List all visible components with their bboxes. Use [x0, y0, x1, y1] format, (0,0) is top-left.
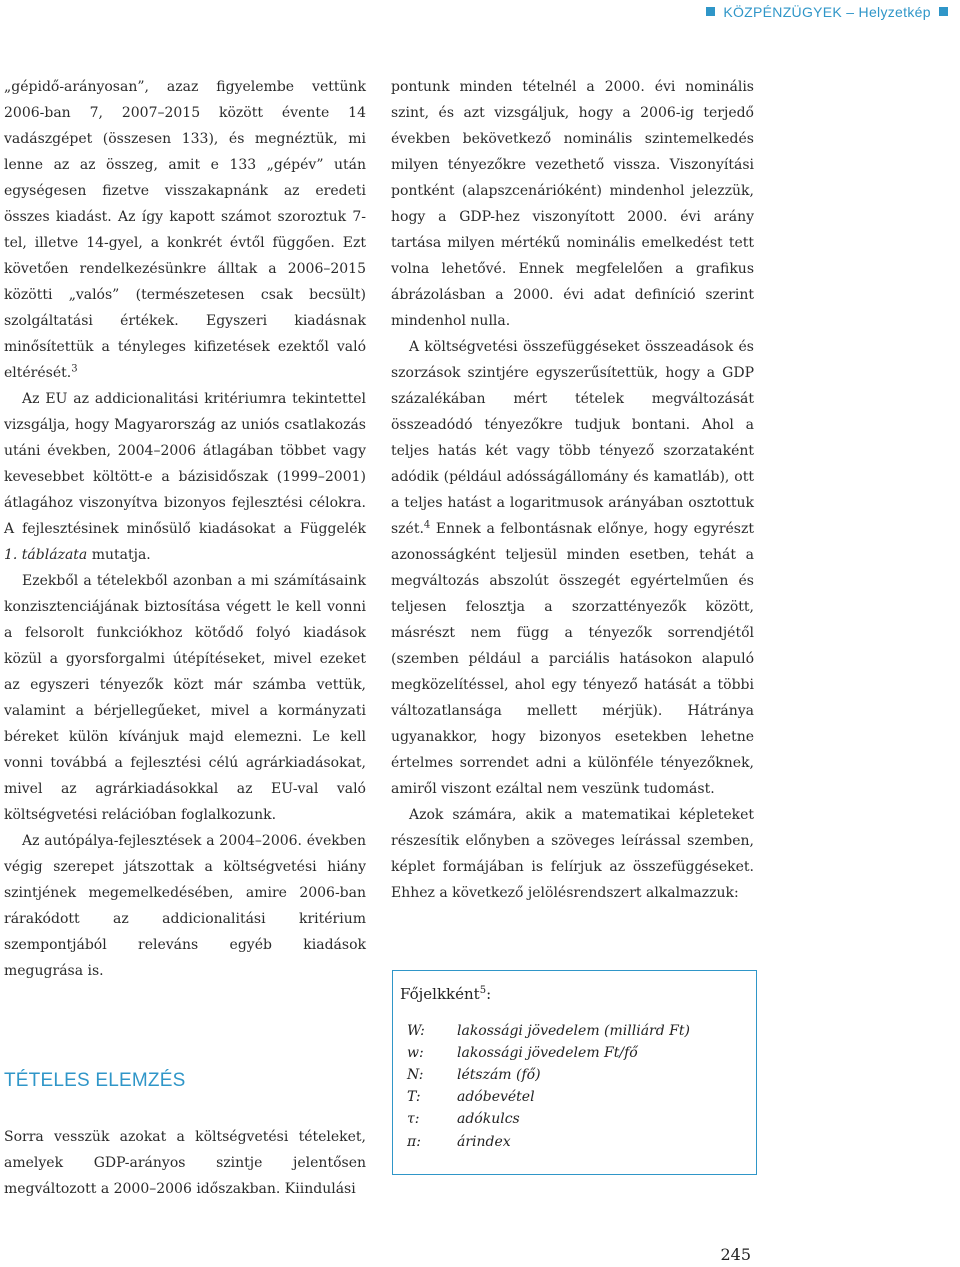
notation-row: w: lakossági jövedelem Ft/fő [407, 1045, 638, 1061]
notation-title: Főjelkként$^5$: [400, 985, 492, 1003]
notation-row: T: adóbevétel [407, 1089, 535, 1105]
paragraph: „gépidő-arányosan”, azaz figyelembe vettünk 2006-ban 7, 2007–2015 között évente 14 vadászgépet (összesen 133), és megnéztük, mi lenne az az összeg, amit e 133 „gépév” után egységesen fizetve visszakapnánk az eredeti összes kiadást. Az így kapott számot szoroztuk 7-tel, illetve 14-gyel, a konkrét évtől függően. Ezt követően rendelkezésünkre álltak a 2006–2015 közötti „valós” (természetesen csak becsült) szolgáltatási értékek. Egyszeri kiadásnak minősítettük a tényleges kifizetések ezektől való eltérését.$^3$ [4, 79, 366, 381]
paragraph: Az autópálya-fejlesztések a 2004–2006. években végig szerepet játszottak a költségvetési hiány szintjének megemelkedésében, amire 2006-ban rárakódott az addicionalitási kritérium szempontjából releváns egyéb kiadások megugrása is. [4, 833, 366, 979]
section-body [4, 1124, 366, 1202]
notation-box [392, 970, 757, 1175]
paragraph: A költségvetési összefüggéseket összeadások és szorzások szintjére egyszerűsítettük, hogy a GDP százalékában mért tételek megváltozását összeadódó tényezőkre tudjuk bontani. Ahol a teljes hatás két vagy több tényező szorzataként adódik (például adósságállomány és kamatláb), ott a teljes hatást a logaritmusok arányában osztottuk szét.$^4$ Ennek a felbontásnak előnye, hogy egyrészt azonosságként teljesül minden esetben, tehát a megváltozás abszolút összegét egyértelműen és teljesen felosztja a szorzattényezők között, másrészt nem függ a tényezők sorrendjétől (szemben például a parciális hatásokon alapuló megközelítéssel, ahol egy tényező hatását a többi változatlansága mellett mérjük). Hátránya ugyanakkor, hogy bizonyos esetekben lehetne értelmes sorrendet adni a különféle tényezőknek, amiről viszont ezáltal nem veszünk tudomást. [391, 339, 754, 797]
square-bullet-icon [939, 7, 948, 16]
notation-row: N: létszám (fő) [407, 1067, 541, 1083]
paragraph: Sorra vesszük azokat a költségvetési tételeket, amelyek GDP-arányos szintje jelentősen megváltozott a 2000–2006 időszakban. Kiindulási [4, 1129, 366, 1197]
running-header-text: KÖZPÉNZÜGYEK – Helyzetkép [723, 4, 931, 20]
left-column [4, 74, 366, 984]
paragraph: Azok számára, akik a matematikai képleteket részesítik előnyben a szöveges leírással szemben, képlet formájában is felírjuk az összefüggéseket. Ehhez a következő jelölésrendszert alkalmazzuk: [391, 807, 754, 901]
running-header [702, 4, 952, 20]
notation-row: W: lakossági jövedelem (milliárd Ft) [407, 1023, 690, 1039]
right-column [391, 74, 754, 906]
section-heading: TÉTELES ELEMZÉS [4, 1070, 186, 1091]
notation-row: τ: adókulcs [407, 1111, 520, 1127]
paragraph: Az EU az addicionalitási kritériumra tekintettel vizsgálja, hogy Magyarország az uniós csatlakozás utáni években, 2004–2006 átlagában többet vagy kevesebbet költött-e a bázisidőszak (1999–2001) átlagához viszonyítva bizonyos fejlesztési célokra. A fejlesztésinek minősülő kiadásokat a Függelék 1. táblázata mutatja. [4, 391, 366, 563]
page-number: 245 [720, 1245, 751, 1264]
paragraph: pontunk minden tételnél a 2000. évi nominális szint, és azt vizsgáljuk, hogy a 2006-ig terjedő években bekövetkező nominális szintemelkedés milyen tényezőkre vezethető vissza. Viszonyítási pontként (alapszcenárióként) mindenhol jelezzük, hogy a GDP-hez viszonyított 2000. évi arány tartása milyen mértékű nominális emelkedést tett volna lehetővé. Ennek megfelelően a grafikus ábrázolásban a 2000. évi adat definíció szerint mindenhol nulla. [391, 79, 754, 329]
paragraph: Ezekből a tételekből azonban a mi számításaink konzisztenciájának biztosítása végett le kell vonni a felsorolt funkciókhoz kötődő folyó kiadások közül a gyorsforgalmi útépítéseket, mivel ezeket az egyszeri tényezők közt már számba vettük, valamint a bérjellegűeket, mivel a kormányzati béreket külön kívánjuk majd elemezni. Le kell vonni továbbá a fejlesztési célú agrárkiadásokat, mivel az agrárkiadásokkal az EU-val való költségvetési relációban foglalkozunk. [4, 573, 366, 823]
square-bullet-icon [706, 7, 715, 16]
notation-row: π: árindex [407, 1134, 511, 1150]
